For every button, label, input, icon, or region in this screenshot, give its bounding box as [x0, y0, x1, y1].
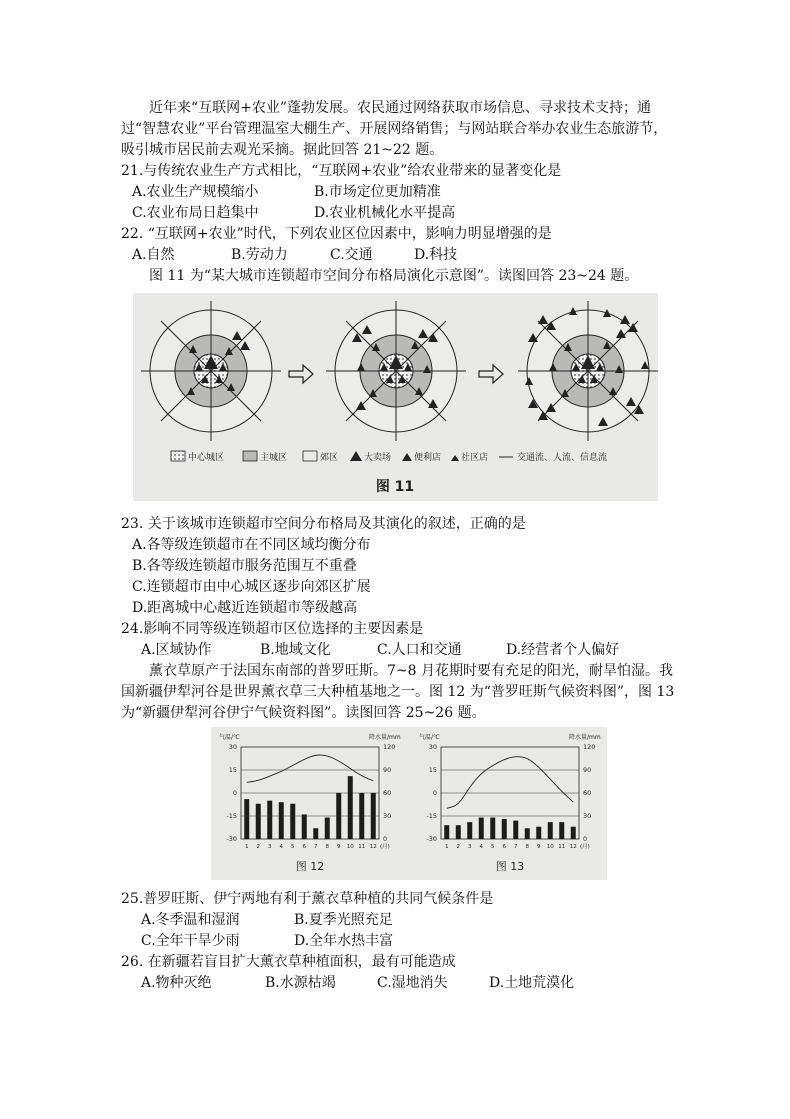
- q22-stem: 22. “互联网+农业”时代，下列农业区位因素中，影响力明显增强的是: [121, 226, 552, 242]
- intro-23-24: 图 11 为“某大城市连锁超市空间分布格局演化示意图”。读图回答 23~24 题。: [149, 268, 639, 284]
- chart2-precip-bar: [525, 828, 530, 839]
- passage2-line3: 为“新疆伊犁河谷伊宁气候资料图”。读图回答 25~26 题。: [121, 705, 486, 721]
- chart1-xtick: 8: [325, 844, 329, 850]
- chart1-y2label: 降水量/mm: [369, 734, 401, 741]
- chart2-y2label: 降水量/mm: [569, 734, 601, 741]
- chart2-xtick: 12: [569, 844, 577, 850]
- q23-option-d[interactable]: D.距离城中心越近连锁超市等级越高: [132, 600, 358, 616]
- chart2-xtick: 8: [525, 844, 529, 850]
- legend-swatch-suburb: [303, 451, 317, 461]
- chart1-ytick: 0: [232, 789, 237, 797]
- chart2-temperature-line: [447, 757, 574, 809]
- chart2-ylabel: 气温/℃: [419, 734, 440, 741]
- legend-flow-label: 交通流、人流、信息流: [517, 453, 608, 463]
- chart1-xtick: 7: [314, 844, 318, 850]
- q25-option-a[interactable]: A.冬季温和湿润: [141, 912, 240, 928]
- chart1-ytick: -15: [226, 812, 237, 820]
- passage1-line3: 吸引城市居民前去观光采摘。据此回答 21~22 题。: [121, 142, 444, 158]
- q22-option-c[interactable]: C.交通: [330, 247, 373, 263]
- figures-12-13: [211, 727, 607, 880]
- q22-option-a[interactable]: A.自然: [132, 247, 175, 263]
- chart2-precip-bar: [548, 822, 553, 839]
- q21-option-a[interactable]: A.农业生产规模缩小: [132, 184, 259, 200]
- q24-stem: 24.影响不同等级连锁超市区位选择的主要因素是: [121, 621, 424, 637]
- legend-convenience-label: 便利店: [414, 453, 442, 463]
- legend-hypermarket-label: 大卖场: [364, 453, 392, 463]
- legend-suburb-label: 郊区: [320, 453, 339, 463]
- chart2-y2tick: 120: [583, 743, 596, 751]
- chart2-xtick: 2: [456, 844, 460, 850]
- q21-option-d[interactable]: D.农业机械化水平提高: [314, 205, 456, 221]
- arrow-stage-1-to-2: [289, 365, 313, 383]
- chart1-precip-bar: [279, 802, 284, 839]
- chart2-ytick: 0: [432, 789, 437, 797]
- chart1-precip-bar: [256, 804, 261, 839]
- chart2-xtick: 4: [479, 844, 483, 850]
- chart1-caption: 图 12: [295, 860, 325, 873]
- chart1-precip-bar: [244, 799, 249, 839]
- chart1-precip-bar: [371, 793, 376, 839]
- legend-swatch-main: [243, 451, 257, 461]
- chart1-xtick: 3: [268, 844, 272, 850]
- chart2-xtick: 9: [537, 844, 541, 850]
- chart2-precip-bar: [536, 827, 541, 839]
- figure-11-diagram: [133, 293, 658, 501]
- q26-option-d[interactable]: D.土地荒漠化: [489, 975, 575, 991]
- chart1-precip-bar: [348, 776, 353, 839]
- chart1-xtick: 9: [337, 844, 341, 850]
- chart1-xtick: 4: [279, 844, 283, 850]
- ring-diagram-stage-2: [326, 301, 466, 441]
- ring-diagram-stage-3: [518, 301, 658, 441]
- chart2-xtick: 7: [514, 844, 518, 850]
- legend-center-label: 中心城区: [188, 453, 225, 463]
- passage2-line1: 薰衣草原产于法国东南部的普罗旺斯。7~8 月花期时要有充足的阳光，耐旱怕湿。我: [149, 663, 673, 679]
- chart2-ytick: -30: [426, 835, 437, 843]
- chart1-y2tick: 120: [383, 743, 396, 751]
- figure-11: [133, 293, 658, 501]
- q23-option-b[interactable]: B.各等级连锁超市服务范围互不重叠: [132, 558, 357, 574]
- q24-option-d[interactable]: D.经营者个人偏好: [506, 642, 620, 658]
- q22-option-d[interactable]: D.科技: [414, 247, 458, 263]
- chart2-precip-bar: [513, 821, 518, 839]
- legend-convenience-icon: [402, 453, 412, 461]
- legend-community-label: 社区店: [461, 453, 489, 463]
- q25-option-b[interactable]: B.夏季光照充足: [294, 912, 393, 928]
- passage2-line2: 国新疆伊犁河谷是世界薰衣草三大种植基地之一。图 12 为“普罗旺斯气候资料图”，图 13: [121, 684, 675, 700]
- legend-swatch-center: [171, 451, 185, 461]
- legend-community-icon: [451, 455, 459, 461]
- q21-option-c[interactable]: C.农业布局日趋集中: [132, 205, 259, 221]
- chart1-precip-bar: [325, 818, 330, 839]
- q24-option-a[interactable]: A.区域协作: [141, 642, 212, 658]
- q21-option-b[interactable]: B.市场定位更加精准: [314, 184, 441, 200]
- q25-option-d[interactable]: D.全年水热丰富: [294, 933, 394, 949]
- chart1-precip-bar: [290, 804, 295, 839]
- chart2-xtick: 3: [468, 844, 472, 850]
- q25-option-c[interactable]: C.全年干旱少雨: [141, 933, 240, 949]
- chart2-y2tick: 90: [583, 766, 592, 774]
- q26-stem: 26. 在新疆若盲目扩大薰衣草种植面积，最有可能造成: [121, 954, 456, 970]
- fig11-legend: [171, 451, 607, 463]
- chart2-precip-bar: [456, 825, 461, 839]
- chart1-y2tick: 30: [383, 812, 392, 820]
- chart1-xtick: 6: [302, 844, 306, 850]
- chart1-y2tick: 60: [383, 789, 392, 797]
- q25-stem: 25.普罗旺斯、伊宁两地有利于薰衣草种植的共同气候条件是: [121, 891, 494, 907]
- chart2-y2tick: 30: [583, 812, 592, 820]
- chart2-y2tick: 60: [583, 789, 592, 797]
- chart1-y2tick: 90: [383, 766, 392, 774]
- q21-stem: 21.与传统农业生产方式相比，“互联网+农业”给农业带来的显著变化是: [121, 163, 562, 179]
- chart2-precip-bar: [467, 822, 472, 839]
- chart1-xtick: 12: [369, 844, 377, 850]
- legend-hypermarket-icon: [350, 451, 362, 461]
- chart2-xtick: 1: [445, 844, 449, 850]
- chart2-xtick: 6: [502, 844, 506, 850]
- q24-option-b[interactable]: B.地域文化: [260, 642, 331, 658]
- q23-stem: 23. 关于该城市连锁超市空间分布格局及其演化的叙述，正确的是: [121, 516, 526, 532]
- chart2-caption: 图 13: [495, 860, 525, 873]
- chart1-precip-bar: [313, 828, 318, 839]
- chart1-xtick: 1: [245, 844, 249, 850]
- chart2-xtick: 11: [558, 844, 566, 850]
- chart1-precip-bar: [302, 814, 307, 839]
- chart1-ytick: 30: [228, 743, 237, 751]
- q22-option-b[interactable]: B.劳动力: [231, 247, 288, 263]
- chart1-temperature-line: [247, 755, 374, 782]
- chart2-ytick: 15: [428, 766, 437, 774]
- chart1-xtick: 5: [291, 844, 295, 850]
- passage1-line1: 近年来“互联网+农业”蓬勃发展。农民通过网络获取市场信息、寻求技术支持；通: [149, 100, 652, 116]
- chart1-precip-bar: [336, 793, 341, 839]
- chart1-y2tick: 0: [383, 835, 388, 843]
- q26-option-a[interactable]: A.物种灭绝: [141, 975, 212, 991]
- chart2-precip-bar: [444, 825, 449, 839]
- q23-option-c[interactable]: C.连锁超市由中心城区逐步向郊区扩展: [132, 579, 371, 595]
- chart2-xtick: 5: [491, 844, 495, 850]
- chart1-xtick: 10: [346, 844, 354, 850]
- chart2-xunit: (月): [580, 844, 590, 850]
- chart2-precip-bar: [479, 818, 484, 839]
- chart1-xunit: (月): [380, 844, 390, 850]
- chart1-precip-bar: [267, 801, 272, 839]
- q24-option-c[interactable]: C.人口和交通: [377, 642, 462, 658]
- passage1-line2: 过“智慧农业”平台管理温室大棚生产、开展网络销售；与网站联合举办农业生态旅游节，: [121, 121, 668, 137]
- chart2-xtick: 10: [546, 844, 554, 850]
- chart2-precip-bar: [571, 827, 576, 839]
- chart2-precip-bar: [559, 822, 564, 839]
- chart1-xtick: 2: [256, 844, 260, 850]
- q26-option-c[interactable]: C.湿地消失: [377, 975, 448, 991]
- q26-option-b[interactable]: B.水源枯竭: [265, 975, 336, 991]
- ring-diagram-stage-1: [141, 301, 281, 441]
- chart2-precip-bar: [490, 818, 495, 839]
- chart2-precip-bar: [502, 819, 507, 839]
- chart2-ytick: 30: [428, 743, 437, 751]
- figure-11-caption: 图 11: [375, 479, 415, 495]
- chart1-ytick: -30: [226, 835, 237, 843]
- arrow-stage-2-to-3: [479, 365, 503, 383]
- chart1-ytick: 15: [228, 766, 237, 774]
- chart1-ylabel: 气温/℃: [219, 734, 240, 741]
- chart2-ytick: -15: [426, 812, 437, 820]
- climate-charts: [211, 727, 607, 880]
- q23-option-a[interactable]: A.各等级连锁超市在不同区域均衡分布: [132, 537, 371, 553]
- chart2-y2tick: 0: [583, 835, 588, 843]
- chart1-precip-bar: [359, 793, 364, 839]
- chart1-xtick: 11: [358, 844, 366, 850]
- legend-main-label: 主城区: [260, 453, 288, 463]
